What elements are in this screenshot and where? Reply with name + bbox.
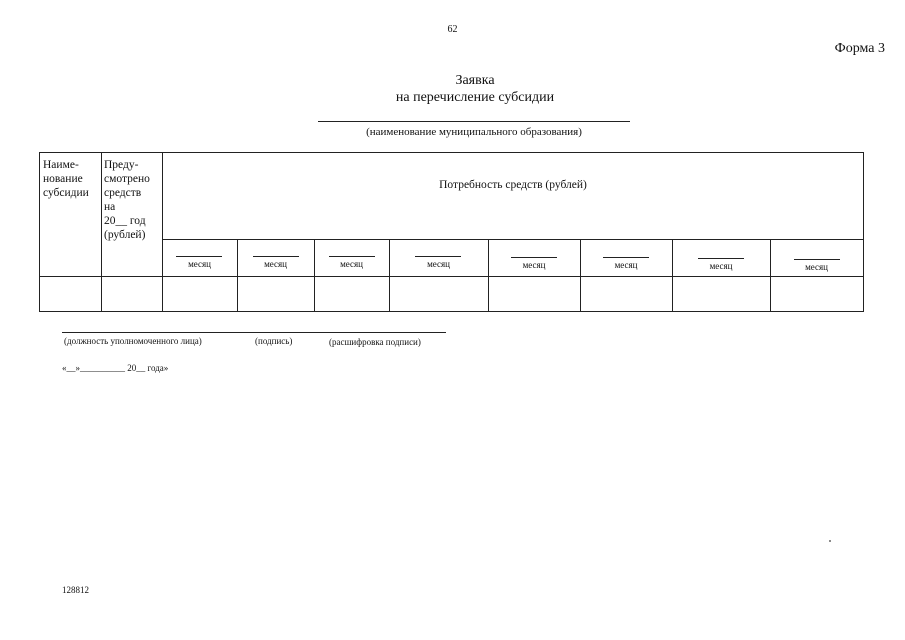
header-body-separator [39,276,864,277]
month-col-separator [672,239,673,312]
month-fill-line [329,256,375,257]
month-col-separator [237,239,238,312]
position-caption: (должность уполномоченного лица) [64,336,202,346]
page-number: 62 [447,24,458,35]
month-label-8: месяц [805,262,828,272]
month-label-7: месяц [709,261,733,271]
municipality-caption: (наименование муниципального образования) [366,126,582,138]
month-fill-line [511,257,557,258]
subsidy-request-table [39,152,864,312]
decoding-caption: (расшифровка подписи) [329,337,421,347]
month-label-1: месяц [188,259,211,269]
month-fill-line [698,258,744,259]
month-fill-line [253,256,299,257]
month-header-top-line [162,239,864,240]
form-label: Форма 3 [834,41,885,56]
month-col-separator [770,239,771,312]
month-col-separator [488,239,489,312]
month-col-separator [314,239,315,312]
month-label-5: месяц [522,260,546,270]
month-fill-line [603,257,649,258]
planned-funds-header: Преду- смотрено средств на 20__ год (рублей) [104,159,150,241]
month-label-3: месяц [340,259,363,269]
month-fill-line [176,256,222,257]
funds-need-header: Потребность средств (рублей) [439,179,587,191]
table-left-border [39,152,40,312]
table-right-border [863,152,864,312]
col-separator-2 [162,152,163,312]
document-title [0,72,905,106]
title-line-1: Заявка [455,73,495,88]
month-fill-line [415,256,461,257]
month-label-2: месяц [264,259,287,269]
document-code: 128812 [62,585,89,595]
col-separator-1 [101,152,102,312]
subsidy-name-header: Наиме- нование субсидии [43,159,89,199]
title-line-2: на перечисление субсидии [395,90,555,105]
month-label-6: месяц [614,260,638,270]
municipality-fill-line [318,121,630,122]
month-col-separator [580,239,581,312]
month-label-4: месяц [427,259,450,269]
month-fill-line [794,259,840,260]
date-line: «__»__________ 20__ года» [62,363,169,373]
scan-speck [829,540,831,542]
signature-fill-line [62,332,446,333]
signature-caption: (подпись) [255,336,293,346]
month-col-separator [389,239,390,312]
